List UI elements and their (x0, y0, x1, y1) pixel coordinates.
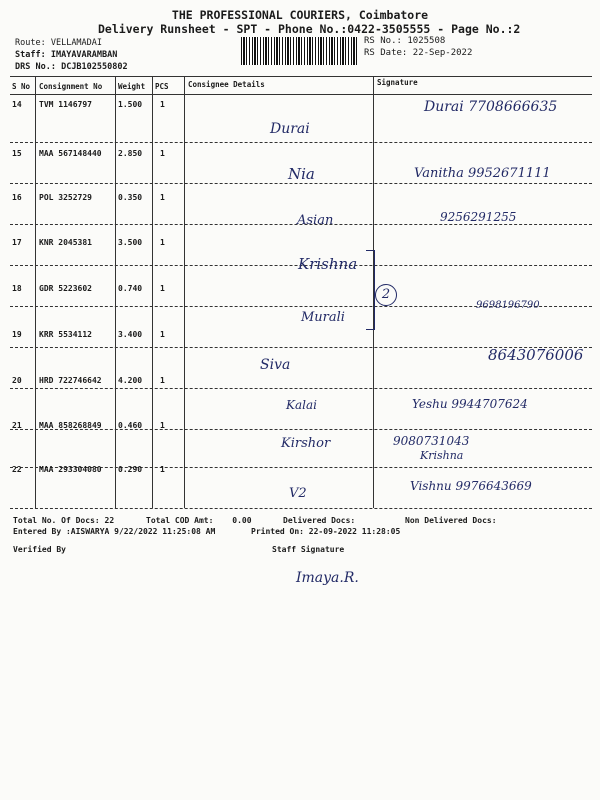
rs-date-row (364, 48, 472, 58)
footer-totals-row (13, 516, 114, 525)
row-weight: 4.200 (118, 376, 143, 385)
row-signature-handwritten: 9698196790 (476, 300, 540, 311)
barcode-image (241, 37, 357, 65)
row-pcs: 1 (160, 376, 165, 385)
row-signature-handwritten: 9080731043 (393, 434, 470, 448)
bracket-mark (366, 250, 375, 330)
row-weight: 2.850 (118, 149, 143, 158)
row-weight: 0.350 (118, 193, 143, 202)
cod-label: Total COD Amt: (146, 516, 214, 525)
col-header-signature: Signature (377, 78, 418, 87)
row-consignee-handwritten: Siva (260, 357, 291, 373)
row-pcs: 1 (160, 330, 165, 339)
row-signature-handwritten: Yeshu 9944707624 (412, 397, 528, 411)
table-bottom-border (10, 508, 592, 509)
row-separator (10, 183, 592, 184)
row-weight: 3.500 (118, 238, 143, 247)
row-consignee-handwritten: Kalai (286, 398, 317, 412)
row-consignment: MAA 567148440 (39, 149, 102, 158)
rs-no-row (364, 36, 445, 46)
rs-no-value: 1025508 (407, 36, 446, 46)
company-title: THE PROFESSIONAL COURIERS, Coimbatore (171, 8, 429, 22)
col-header-weight: Weight (118, 82, 146, 91)
row-sno: 20 (12, 376, 22, 385)
row-sno: 22 (12, 465, 22, 474)
row-sno: 19 (12, 330, 22, 339)
row-pcs: 1 (160, 149, 165, 158)
row-pcs: 1 (160, 100, 165, 109)
staff-label: Staff: (15, 50, 46, 60)
row-weight: 0.460 (118, 421, 143, 430)
row-sno: 17 (12, 238, 22, 247)
row-pcs: 1 (160, 238, 165, 247)
footer-cod (146, 516, 252, 525)
rs-date-value: 22-Sep-2022 (412, 48, 473, 58)
row-separator (10, 388, 592, 389)
row-weight: 0.290 (118, 465, 143, 474)
row-consignment: MAA 293304080 (39, 465, 102, 474)
drs-label: DRS No.: (15, 62, 56, 72)
drs-row (15, 62, 128, 72)
rs-date-label: RS Date: (364, 48, 408, 58)
row-signature-scribble: Krishna (420, 449, 464, 462)
row-pcs: 1 (160, 284, 165, 293)
staff-signature-label: Staff Signature (272, 545, 345, 554)
cod-value: 0.00 (232, 516, 252, 525)
row-consignment: TVM 1146797 (39, 100, 92, 109)
row-signature-handwritten: Vishnu 9976643669 (410, 479, 532, 493)
row-consignee-handwritten: Durai (270, 121, 310, 137)
total-docs-label: Total No. Of Docs: (13, 516, 100, 525)
route-label: Route: (15, 38, 46, 48)
row-signature-handwritten: Durai 7708666635 (424, 99, 558, 115)
row-pcs: 1 (160, 421, 165, 430)
row-signature-handwritten: 2 (375, 284, 397, 306)
entered-by: Entered By :AISWARYA 9/22/2022 11:25:08 AM (13, 527, 216, 536)
route-row (15, 38, 102, 48)
runsheet-subtitle: Delivery Runsheet - SPT - Phone No.:0422-3505555 - Page No.:2 (98, 22, 521, 36)
row-sno: 15 (12, 149, 22, 158)
row-sno: 16 (12, 193, 22, 202)
col-header-consignee: Consignee Details (188, 80, 265, 89)
row-consignee-handwritten: V2 (289, 486, 307, 501)
row-consignee-handwritten: Murali (301, 310, 345, 325)
row-pcs: 1 (160, 193, 165, 202)
row-consignment: GDR 5223602 (39, 284, 92, 293)
row-weight: 0.740 (118, 284, 143, 293)
row-consignment: HRD 722746642 (39, 376, 102, 385)
row-sno: 14 (12, 100, 22, 109)
row-weight: 3.400 (118, 330, 143, 339)
staff-value: IMAYAVARAMBAN (50, 50, 118, 60)
row-signature-handwritten: Vanitha 9952671111 (414, 166, 551, 181)
row-weight: 1.500 (118, 100, 143, 109)
delivered-docs-label: Delivered Docs: (283, 516, 356, 525)
row-consignee-handwritten: Krishna (298, 255, 358, 273)
row-consignment: MAA 858268849 (39, 421, 102, 430)
row-consignment: KNR 2045381 (39, 238, 92, 247)
row-signature-handwritten: 9256291255 (440, 210, 517, 224)
row-sno: 21 (12, 421, 22, 430)
drs-value: DCJB102550802 (61, 62, 128, 72)
total-docs-value: 22 (104, 516, 115, 525)
printed-on: Printed On: 22-09-2022 11:28:05 (251, 527, 401, 536)
row-consignee-handwritten: Nia (288, 165, 315, 183)
table-header-border (10, 94, 592, 95)
col-header-pcs: PCS (155, 82, 169, 91)
verified-by-label: Verified By (13, 545, 66, 554)
row-separator (10, 142, 592, 143)
staff-row (15, 50, 117, 60)
row-consignment: KRR 5534112 (39, 330, 92, 339)
col-header-sno: S No (12, 82, 31, 91)
route-value: VELLAMADAI (50, 38, 103, 48)
rs-no-label: RS No.: (364, 36, 402, 46)
non-delivered-docs-label: Non Delivered Docs: (405, 516, 497, 525)
row-sno: 18 (12, 284, 22, 293)
staff-signature-handwritten: Imaya.R. (296, 570, 359, 586)
row-signature-handwritten: 8643076006 (488, 346, 584, 364)
row-pcs: 1 (160, 465, 165, 474)
row-consignee-handwritten: Asian (297, 213, 334, 228)
table-top-border (10, 76, 592, 77)
col-header-consignment: Consignment No (39, 82, 103, 91)
row-consignment: POL 3252729 (39, 193, 92, 202)
row-consignee-handwritten: Kirshor (281, 436, 331, 451)
